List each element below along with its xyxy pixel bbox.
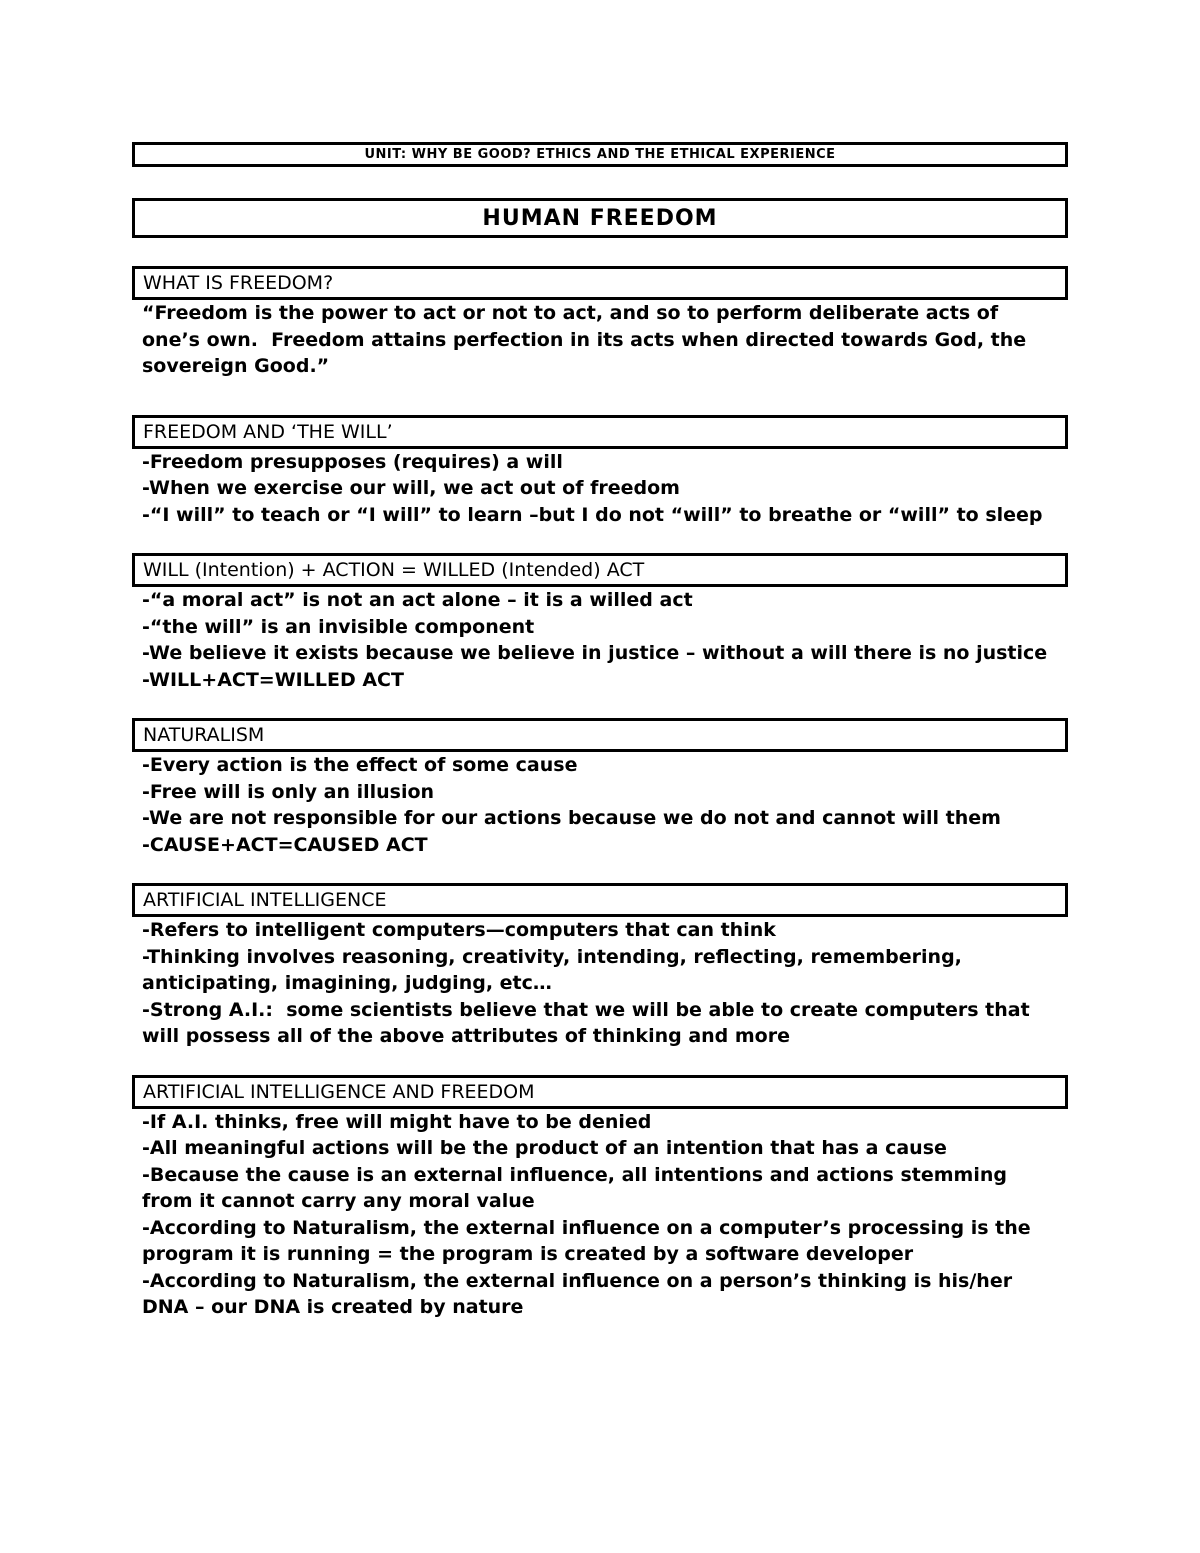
unit-title: UNIT: WHY BE GOOD? ETHICS AND THE ETHICAL EXPERIENCE [364, 147, 836, 162]
body-line: -All meaningful actions will be the product of an intention that has a cause [142, 1137, 947, 1159]
section-header-label: FREEDOM AND ‘THE WILL’ [143, 420, 393, 443]
body-line: -If A.I. thinks, free will might have to be denied [142, 1110, 652, 1133]
section-body [132, 752, 1068, 858]
body-line: -“the will” is an invisible component [142, 615, 535, 638]
body-line: -Free will is only an illusion [142, 780, 435, 803]
body-line: -WILL+ACT=WILLED ACT [142, 668, 404, 691]
page-title-box [132, 198, 1068, 238]
section-header [132, 553, 1068, 587]
body-line: -CAUSE+ACT=CAUSED ACT [142, 833, 428, 856]
body-line: -When we exercise our will, we act out of freedom [142, 477, 680, 499]
body-line: -Strong A.I.: some scientists believe that we will be able to create computers that will possess all of the above attributes of thinking and more [142, 998, 1037, 1047]
section-naturalism [132, 718, 1068, 858]
body-line: -We believe it exists because we believe in justice – without a will there is no justice [142, 642, 1048, 664]
body-line: -We are not responsible for our actions because we do not and cannot will them [142, 807, 1001, 829]
section-header [132, 415, 1068, 449]
body-line: “Freedom is the power to act or not to act, and so to perform deliberate acts of one’s own. Freedom attains perfection in its acts when directed towards God, the sovereign Good.” [142, 302, 1033, 377]
section-ai-and-freedom [132, 1075, 1068, 1321]
section-body [132, 449, 1068, 529]
section-body [132, 587, 1068, 693]
body-line: -“a moral act” is not an act alone – it is a willed act [142, 589, 693, 611]
section-header-label: NATURALISM [143, 724, 265, 746]
section-header [132, 1075, 1068, 1109]
body-line: -Thinking involves reasoning, creativity, intending, reflecting, remembering, anticipating, imagining, judging, etc… [142, 945, 969, 994]
section-header-label: WILL (Intention) + ACTION = WILLED (Intended) ACT [143, 559, 645, 581]
section-header [132, 883, 1068, 917]
body-line: -Refers to intelligent computers—computers that can think [142, 919, 776, 941]
section-body [132, 917, 1068, 1050]
section-what-is-freedom [132, 266, 1068, 380]
section-header-label: WHAT IS FREEDOM? [143, 272, 334, 294]
body-line: -According to Naturalism, the external influence on a computer’s processing is the program it is running = the program is created by a software developer [142, 1216, 1038, 1265]
body-line: -Because the cause is an external influence, all intentions and actions stemming from it cannot carry any moral value [142, 1163, 1014, 1212]
section-body [132, 1109, 1068, 1321]
section-header-label: ARTIFICIAL INTELLIGENCE AND FREEDOM [143, 1080, 535, 1103]
document-page [132, 142, 1068, 1321]
body-line: -Every action is the effect of some cause [142, 754, 578, 776]
section-header-label: ARTIFICIAL INTELLIGENCE [143, 889, 387, 911]
section-header [132, 718, 1068, 752]
section-header [132, 266, 1068, 300]
body-line: -“I will” to teach or “I will” to learn –but I do not “will” to breathe or “will” to sleep [142, 503, 1043, 526]
body-line: -According to Naturalism, the external influence on a person’s thinking is his/her DNA – our DNA is created by nature [142, 1269, 1019, 1318]
page-title: HUMAN FREEDOM [482, 205, 718, 231]
section-body [132, 300, 1068, 380]
body-line: -Freedom presupposes (requires) a will [142, 450, 563, 473]
section-willed-act [132, 553, 1068, 693]
unit-title-box [132, 142, 1068, 167]
section-artificial-intelligence [132, 883, 1068, 1050]
section-freedom-and-the-will [132, 415, 1068, 529]
